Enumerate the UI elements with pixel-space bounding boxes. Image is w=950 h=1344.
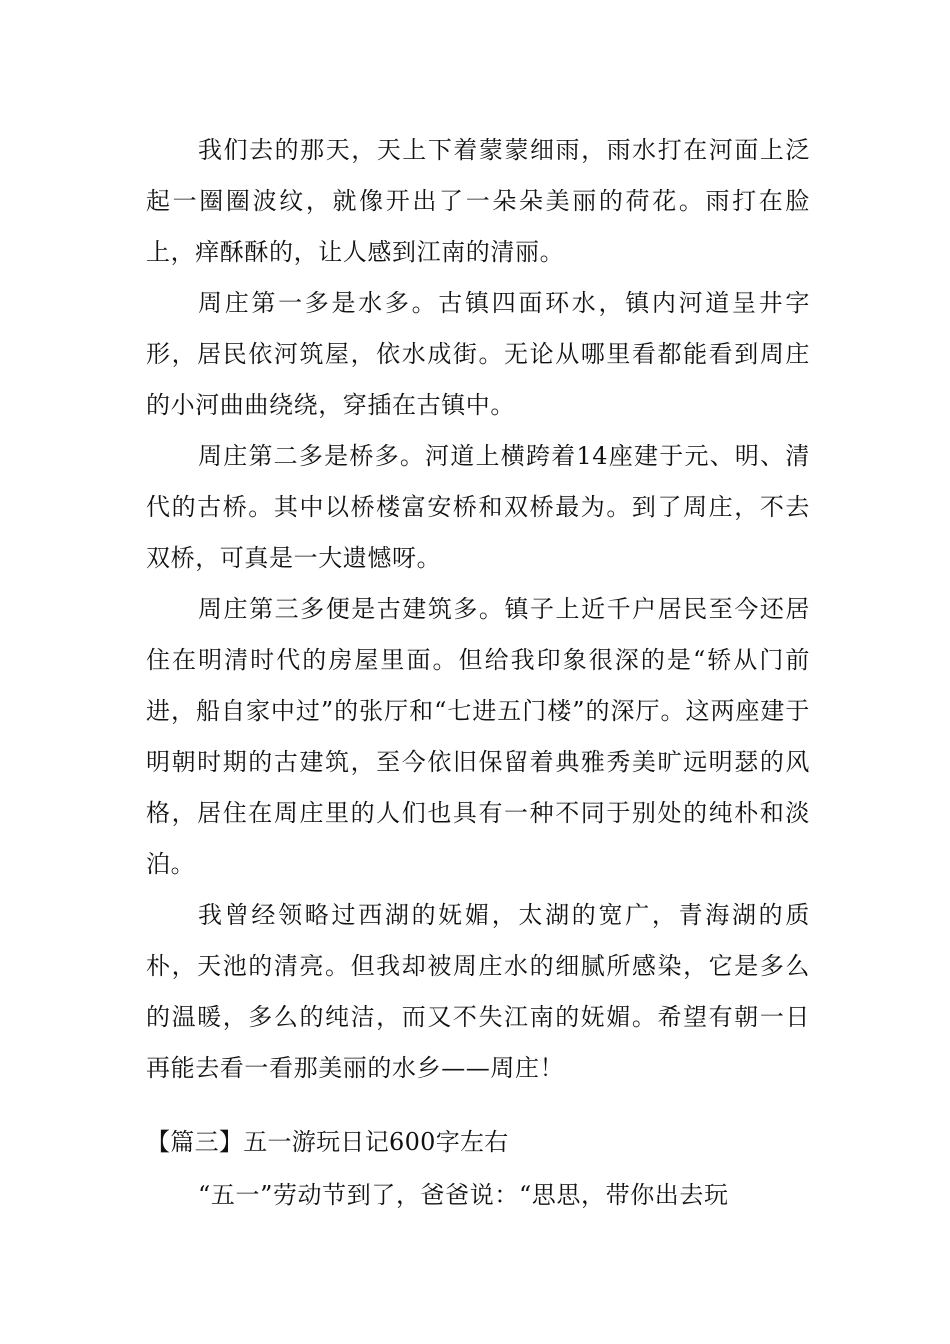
paragraph-architecture: 周庄第三多便是古建筑多。镇子上近千户居民至今还居住在明清时代的房屋里面。但给我印象很深的是“轿从门前进，船自家中过”的张厅和“七进五门楼”的深厅。这两座建于明朝时期的古建筑，至今依旧保留着典雅秀美旷远明瑟的风格，居住在周庄里的人们也具有一种不同于别处的纯朴和淡泊。: [146, 595, 810, 878]
article-body: [146, 125, 810, 1094]
section-first-line: “五一”劳动节到了，爸爸说：“思思，带你出去玩: [198, 1181, 729, 1209]
section-heading: 【篇三】五一游玩日记600字左右: [146, 1128, 509, 1156]
paragraph-conclusion: 我曾经领略过西湖的妩媚，太湖的宽广，青海湖的质朴，天池的清亮。但我却被周庄水的细腻所感染，它是多么的温暖，多么的纯洁，而又不失江南的妩媚。希望有朝一日再能去看一看那美丽的水乡——周庄！: [146, 901, 810, 1082]
paragraph-water: 周庄第一多是水多。古镇四面环水，镇内河道呈井字形，居民依河筑屋，依水成街。无论从哪里看都能看到周庄的小河曲曲绕绕，穿插在古镇中。: [146, 289, 810, 419]
paragraph-rainy-day: 我们去的那天，天上下着蒙蒙细雨，雨水打在河面上泛起一圈圈波纹，就像开出了一朵朵美丽的荷花。雨打在脸上，痒酥酥的，让人感到江南的清丽。: [146, 136, 810, 266]
section-body: [146, 1170, 810, 1221]
paragraph-bridges: 周庄第二多是桥多。河道上横跨着14座建于元、明、清代的古桥。其中以桥楼富安桥和双桥最为。到了周庄，不去双桥，可真是一大遗憾呀。: [146, 442, 810, 572]
